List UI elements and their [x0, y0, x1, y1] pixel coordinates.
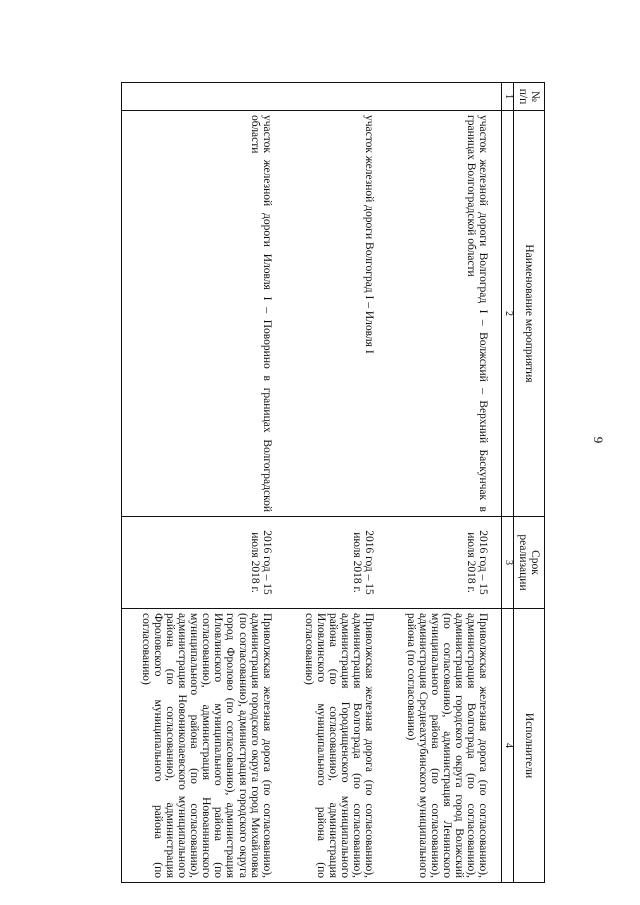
activity-name: участок железной дороги Волгоград I – Иловля I [285, 111, 387, 517]
table-header [502, 83, 545, 883]
term: 2016 год – 15 июля 2018 г. [122, 517, 285, 609]
activity-name: участок железной дороги Волгоград I – Волжский – Верхний Баскунчак в границах Волгоградской области [387, 111, 502, 517]
column-number-1: 1 [502, 83, 514, 111]
activities-table [121, 82, 545, 883]
table-row [387, 83, 502, 883]
term: 2016 год – 15 июля 2018 г. [387, 517, 502, 609]
header-term: Срок реализации [514, 517, 545, 609]
term: 2016 год – 15 июля 2018 г. [285, 517, 387, 609]
column-number-3: 3 [502, 517, 514, 609]
header-activity-name: Наименование мероприятия [514, 111, 545, 517]
column-number-4: 4 [502, 609, 514, 883]
executors: Приволжская железная дорога (по согласованию), администрация Волгограда (по согласованию), администрация Городищенского муниципального района (по согласованию), администрация Иловлинского муниципального района (по согласованию) [285, 609, 387, 883]
column-number-2: 2 [502, 111, 514, 517]
header-executors: Исполнители [514, 609, 545, 883]
row-number [122, 83, 285, 111]
page-number: 9 [591, 436, 606, 444]
table-row [122, 83, 285, 883]
table-row [285, 83, 387, 883]
row-number [285, 83, 387, 111]
executors: Приволжская железная дорога (по согласованию), администрация городского округа город Михайловка (по согласованию), администрация городского округа город Фролово (по согласованию), администрация Иловлинского муниципального района (по согласованию), администрация Новоаннинского муниципального района (по согласованию), администрация Новониколаевского муниципального района (по согласованию), администрация Фроловского муниципального района (по согласованию) [122, 609, 285, 883]
activity-name: участок железной дороги Иловля I – Поворино в границах Волгоградской области [122, 111, 285, 517]
row-number [387, 83, 502, 111]
executors: Приволжская железная дорога (по согласованию), администрация Волгограда (по согласованию), администрация городского округа город Волжский (по согласованию), администрация Ленинского муниципального района (по согласованию), администрация Среднеахтубинского муниципального района (по согласованию) [387, 609, 502, 883]
header-number: № п/п [514, 83, 545, 111]
